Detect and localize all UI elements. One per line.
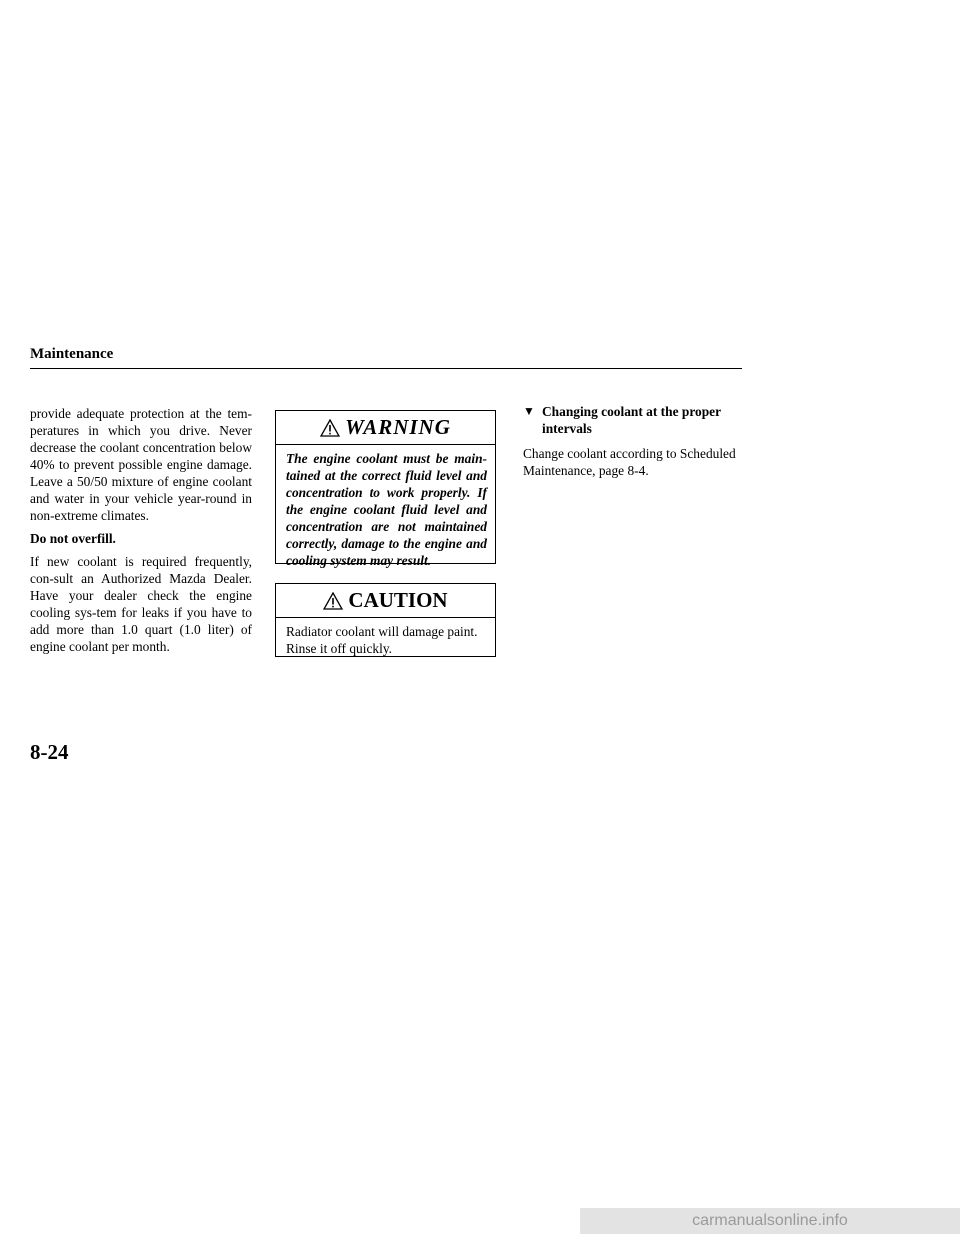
warning-box (275, 410, 496, 568)
subsection-heading (523, 403, 745, 437)
caution-text: Radiator coolant will damage paint. Rinse it off quickly. (286, 624, 478, 656)
warning-text: The engine coolant must be main-tained at the correct fluid level and concentration to work properly. If the engine coolant fluid level and concentration are not maintained correctly, damage to the engine and cooling system may result. (286, 451, 487, 568)
down-arrow-icon: ▼ (523, 404, 535, 418)
header-rule (30, 368, 742, 369)
caution-triangle-icon (323, 592, 343, 610)
watermark: carmanualsonline.info (580, 1208, 960, 1234)
warning-triangle-icon (320, 419, 340, 437)
right-column (523, 405, 745, 485)
subsection-heading-text: Changing coolant at the proper intervals (542, 404, 721, 436)
warning-header (276, 411, 495, 445)
section-title: Maintenance (30, 346, 114, 362)
page-number: 8-24 (30, 740, 69, 764)
caution-box (275, 583, 496, 657)
change-coolant-paragraph: Change coolant according to Scheduled Maintenance, page 8-4. (523, 446, 736, 478)
left-column (30, 405, 252, 661)
do-not-overfill-note: Do not overfill. (30, 531, 116, 546)
caution-header (276, 584, 495, 618)
warning-title: WARNING (345, 415, 451, 439)
coolant-protection-paragraph: provide adequate protection at the tem-peratures in which you drive. Never decrease the coolant concentration below 40% to prevent possible engine damage. Leave a 50/50 mixture of engine coolant and water in your vehicle year-round in non-extreme climates. (30, 406, 252, 523)
caution-title: CAUTION (348, 588, 448, 612)
coolant-refill-paragraph: If new coolant is required frequently, con-sult an Authorized Mazda Dealer. Have your dealer check the engine cooling sys-tem for leaks if you have to add more than 1.0 quart (1.0 liter) of engine coolant per month. (30, 554, 252, 654)
